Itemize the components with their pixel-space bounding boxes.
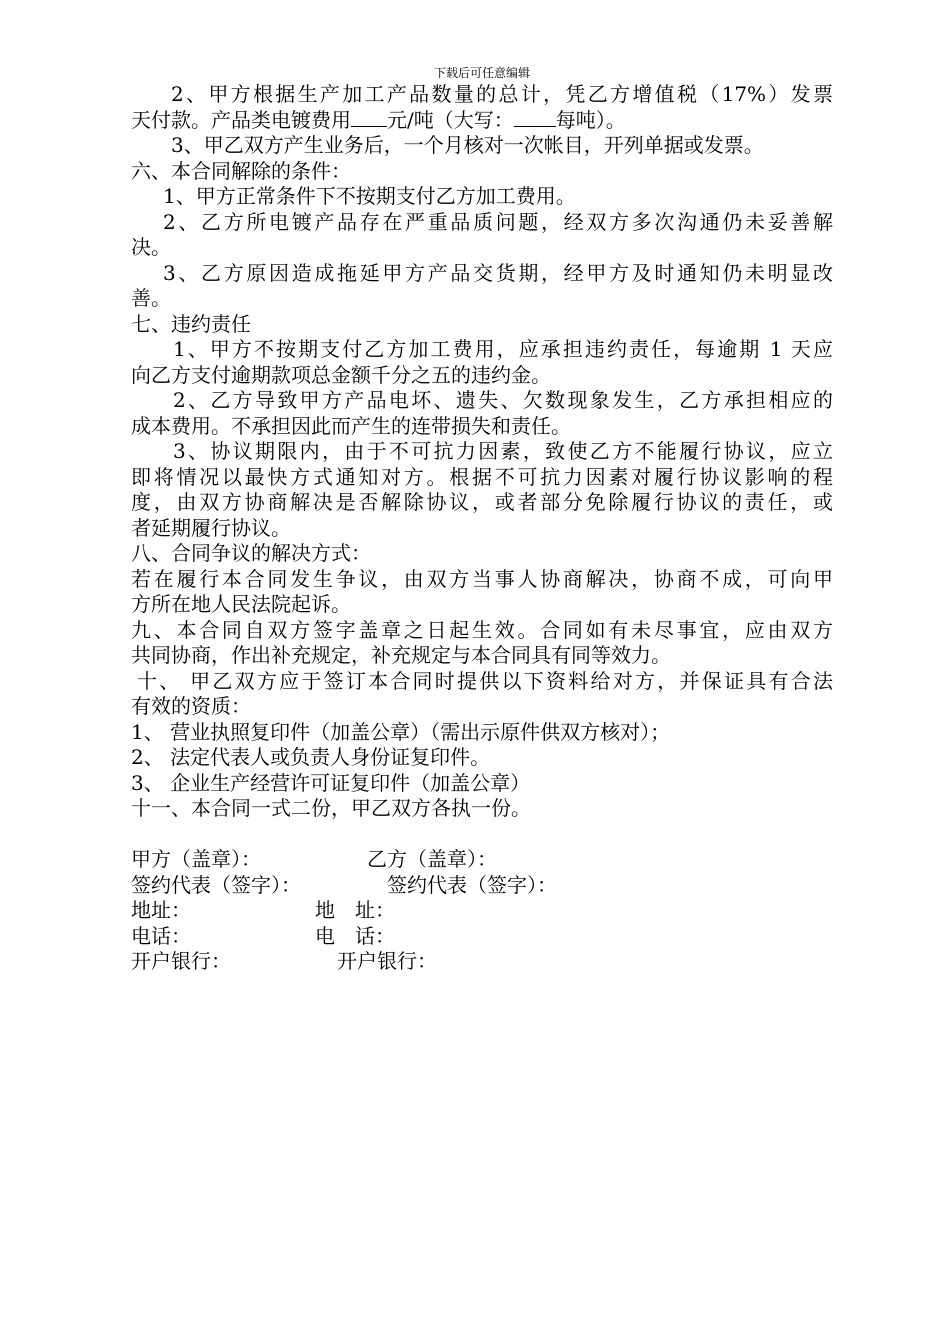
section-11: 十一、本合同一式二份，甲乙双方各执一份。 [131, 796, 531, 820]
section-7-item-2-line-2: 成本费用。不承担因此而产生的连带损失和责任。 [131, 413, 571, 438]
party-b-bank: 开户银行： [337, 949, 437, 973]
section-6-item-2-line-2: 决。 [131, 235, 171, 259]
section-10-line-2: 有效的资质： [131, 694, 251, 718]
section-7-item-3-line-3: 度，由双方协商解决是否解除协议，或者部分免除履行协议的责任，或 [131, 490, 833, 514]
clause-2-text-b: 元/吨（大写： [387, 107, 514, 132]
section-9-line-1: 九、本合同自双方签字盖章之日起生效。合同如有未尽事宜，应由双方 [131, 617, 833, 642]
section-8-title: 八、合同争议的解决方式： [131, 541, 371, 565]
header-note: 下载后可任意编辑 [433, 66, 530, 80]
section-10-line-1: 十、 甲乙双方应于签订本合同时提供以下资料给对方，并保证具有合法 [137, 668, 833, 693]
section-7-item-1-line-1: 1、甲方不按期支付乙方加工费用，应承担违约责任，每逾期 1 天应 [173, 337, 833, 361]
section-6-item-2-line-1: 2、乙方所电镀产品存在严重品质问题，经双方多次沟通仍未妥善解 [163, 209, 833, 234]
amount-words-blank[interactable] [514, 108, 556, 127]
clause-2-line-1: 2、甲方根据生产加工产品数量的总计，凭乙方增值税（17%）发票 [171, 82, 833, 106]
signature-row-bank [131, 949, 833, 975]
signature-row-address [131, 898, 833, 924]
signature-row-representative [131, 873, 833, 899]
contract-body [131, 82, 833, 975]
party-a-bank: 开户银行： [131, 949, 231, 973]
clause-2-line-2 [131, 108, 833, 134]
clause-2-text-a: 天付款。产品类电镀费用 [131, 107, 351, 132]
section-10-item-1: 1、 营业执照复印件（加盖公章）（需出示原件供双方核对）； [131, 719, 671, 744]
party-b-representative: 签约代表（签字）： [387, 872, 557, 897]
section-6-item-1: 1、甲方正常条件下不按期支付乙方加工费用。 [163, 184, 576, 208]
section-10-item-3: 3、 企业生产经营许可证复印件（加盖公章） [131, 770, 531, 795]
section-7-title: 七、违约责任 [131, 311, 251, 336]
party-a-phone: 电话： [131, 923, 191, 948]
blank-line [131, 822, 833, 848]
party-a-seal: 甲方（盖章）： [131, 847, 261, 871]
section-9-line-2: 共同协商，作出补充规定，补充规定与本合同具有同等效力。 [131, 643, 671, 667]
party-b-phone: 电 话： [315, 923, 395, 948]
price-blank[interactable] [351, 108, 387, 127]
section-7-item-1-line-2: 向乙方支付逾期款项总金额千分之五的违约金。 [131, 362, 551, 387]
party-b-seal: 乙方（盖章）： [367, 847, 497, 871]
section-7-item-2-line-1: 2、乙方导致甲方产品电坏、遗失、欠数现象发生，乙方承担相应的 [173, 388, 833, 412]
section-6-item-3-line-1: 3、乙方原因造成拖延甲方产品交货期，经甲方及时通知仍未明显改 [163, 260, 833, 285]
signature-row-phone [131, 924, 833, 950]
section-6-title: 六、本合同解除的条件： [131, 158, 351, 183]
section-10-item-2: 2、 法定代表人或负责人身份证复印件。 [131, 745, 491, 769]
party-a-address: 地址： [131, 898, 191, 922]
section-7-item-3-line-4: 者延期履行协议。 [131, 515, 291, 540]
clause-3: 3、甲乙双方产生业务后，一个月核对一次帐目，开列单据或发票。 [171, 133, 764, 157]
signature-row-seal [131, 847, 833, 873]
section-8-line-1: 若在履行本合同发生争议，由双方当事人协商解决，协商不成，可向甲 [131, 566, 833, 591]
section-7-item-3-line-1: 3、协议期限内，由于不可抗力因素，致使乙方不能履行协议，应立 [173, 439, 833, 463]
section-6-item-3-line-2: 善。 [131, 286, 171, 310]
section-8-line-2: 方所在地人民法院起诉。 [131, 592, 351, 616]
party-b-address: 地 址： [315, 898, 395, 922]
party-a-representative: 签约代表（签字）： [131, 872, 301, 897]
section-7-item-3-line-2: 即将情况以最快方式通知对方。根据不可抗力因素对履行协议影响的程 [131, 464, 833, 489]
clause-2-text-c: 每吨）。 [555, 107, 626, 132]
